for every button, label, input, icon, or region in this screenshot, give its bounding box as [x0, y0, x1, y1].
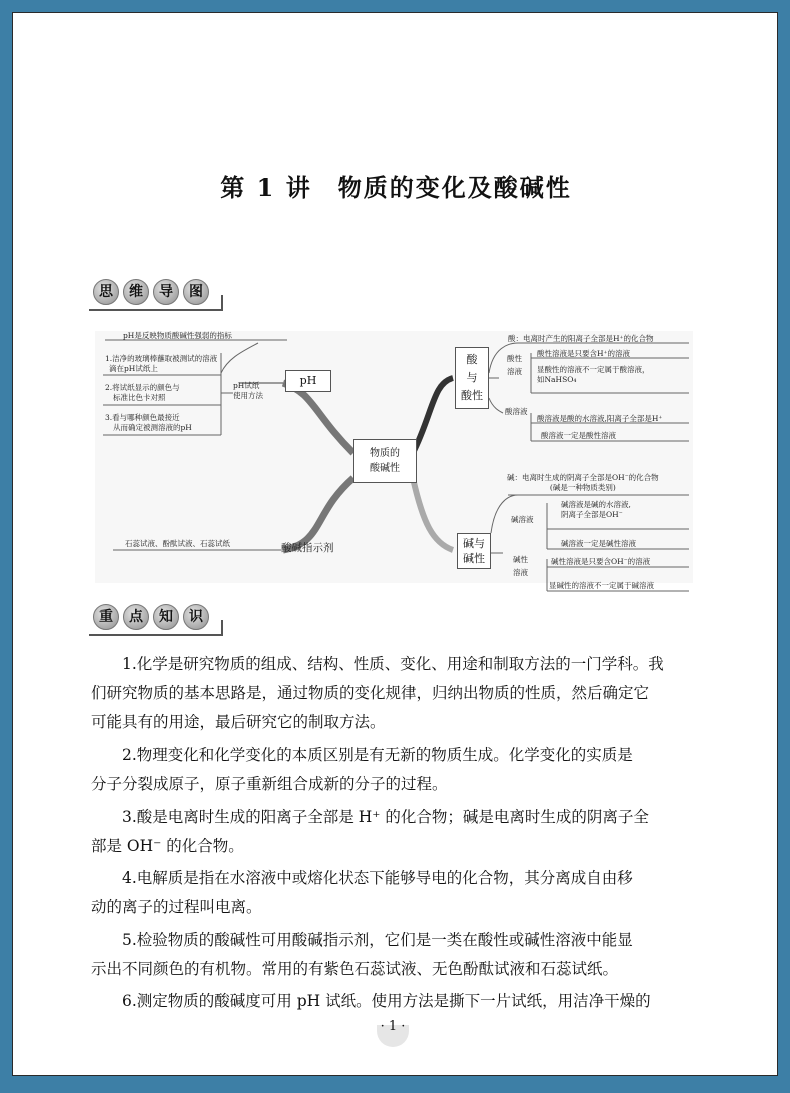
acid-b2-item-1: 酸溶液是酸的水溶液,阳离子全部是H⁺	[537, 414, 663, 423]
indicator-node: 酸碱指示剂	[281, 542, 334, 554]
banner-char: 维	[123, 279, 149, 305]
base-definition: 碱：电离时生成的阴离子全部是OH⁻的化合物 (碱是一种物质类别)	[507, 473, 659, 492]
base-branch-base-solution: 碱溶液	[511, 515, 534, 524]
paragraph-3: 3.酸是电离时生成的阳离子全部是 H⁺ 的化合物；碱是电离时生成的阴离子全 部是 OH⁻ 的化合物。	[91, 808, 649, 855]
page-title: 第 1 讲 物质的变化及酸碱性	[220, 173, 572, 202]
acid-branch-acidic-solution: 酸性 溶液	[507, 354, 522, 376]
ph-node: pH	[285, 370, 331, 392]
acid-b2-item-2: 酸溶液一定是酸性溶液	[541, 431, 616, 440]
mindmap-center-node: 物质的 酸碱性	[353, 439, 417, 483]
base-branch-basic-solution: 碱性 溶液	[513, 555, 528, 577]
banner-char: 导	[153, 279, 179, 305]
document-page	[12, 12, 778, 1076]
paragraph-1: 1.化学是研究物质的组成、结构、性质、变化、用途和制取方法的一门学科。我 们研究物质的基本思路是，通过物质的变化规律，归纳出物质的性质，然后确定它 可能具有的用途，最后研究它的制取方法。	[91, 655, 664, 731]
ph-step-2: 2.将试纸显示的颜色与 标准比色卡对照	[105, 383, 180, 402]
acid-definition: 酸：电离时产生的阳离子全部是H⁺的化合物	[508, 334, 654, 343]
indicator-items: 石蕊试液、酚酞试液、石蕊试纸	[125, 539, 230, 548]
banner-char: 重	[93, 604, 119, 630]
paragraph-5: 5.检验物质的酸碱性可用酸碱指示剂，它们是一类在酸性或碱性溶液中能显 示出不同颜色的有机物。常用的有紫色石蕊试液、无色酚酞试液和石蕊试纸。	[91, 931, 633, 978]
banner-char: 点	[123, 604, 149, 630]
acid-b1-item-1: 酸性溶液是只要含H⁺的溶液	[537, 349, 630, 358]
paragraph-6: 6.测定物质的酸碱度可用 pH 试纸。使用方法是撕下一片试纸，用洁净干燥的	[122, 992, 651, 1010]
page-number: · 1 ·	[380, 1019, 406, 1034]
paragraph-4: 4.电解质是指在水溶液中或熔化状态下能够导电的化合物，其分离成自由移 动的离子的过程叫电离。	[91, 869, 633, 916]
ph-step-3: 3.看与哪种颜色最接近 从而确定被测溶液的pH	[105, 413, 192, 432]
base-b1-item-1: 碱溶液是碱的水溶液, 阴离子全部是OH⁻	[561, 500, 631, 519]
paragraph-2: 2.物理变化和化学变化的本质区别是有无新的物质生成。化学变化的实质是 分子分裂成原子，原子重新组合成新的分子的过程。	[91, 746, 633, 793]
ph-group-label: pH试纸 使用方法	[233, 381, 263, 400]
acid-branch-acid-solution: 酸溶液	[505, 407, 528, 416]
banner-char: 知	[153, 604, 179, 630]
banner-char: 思	[93, 279, 119, 305]
banner-char: 识	[183, 604, 209, 630]
acid-node: 酸 与 酸性	[455, 347, 489, 409]
ph-step-1: 1.洁净的玻璃棒蘸取被测试的溶液 滴在pH试纸上	[105, 354, 218, 373]
acid-b1-item-2: 显酸性的溶液不一定属于酸溶液， 如NaHSO₄	[537, 365, 650, 384]
base-node: 碱与 碱性	[457, 533, 491, 569]
ph-top-note: pH是反映物质酸碱性强弱的指标	[123, 331, 232, 340]
key-points-banner	[89, 604, 223, 632]
base-b2-item-1: 碱性溶液是只要含OH⁻的溶液	[551, 557, 651, 566]
base-b1-item-2: 碱溶液一定是碱性溶液	[561, 539, 636, 548]
banner-char: 图	[183, 279, 209, 305]
base-b2-item-2: 显碱性的溶液不一定属于碱溶液	[549, 581, 654, 590]
